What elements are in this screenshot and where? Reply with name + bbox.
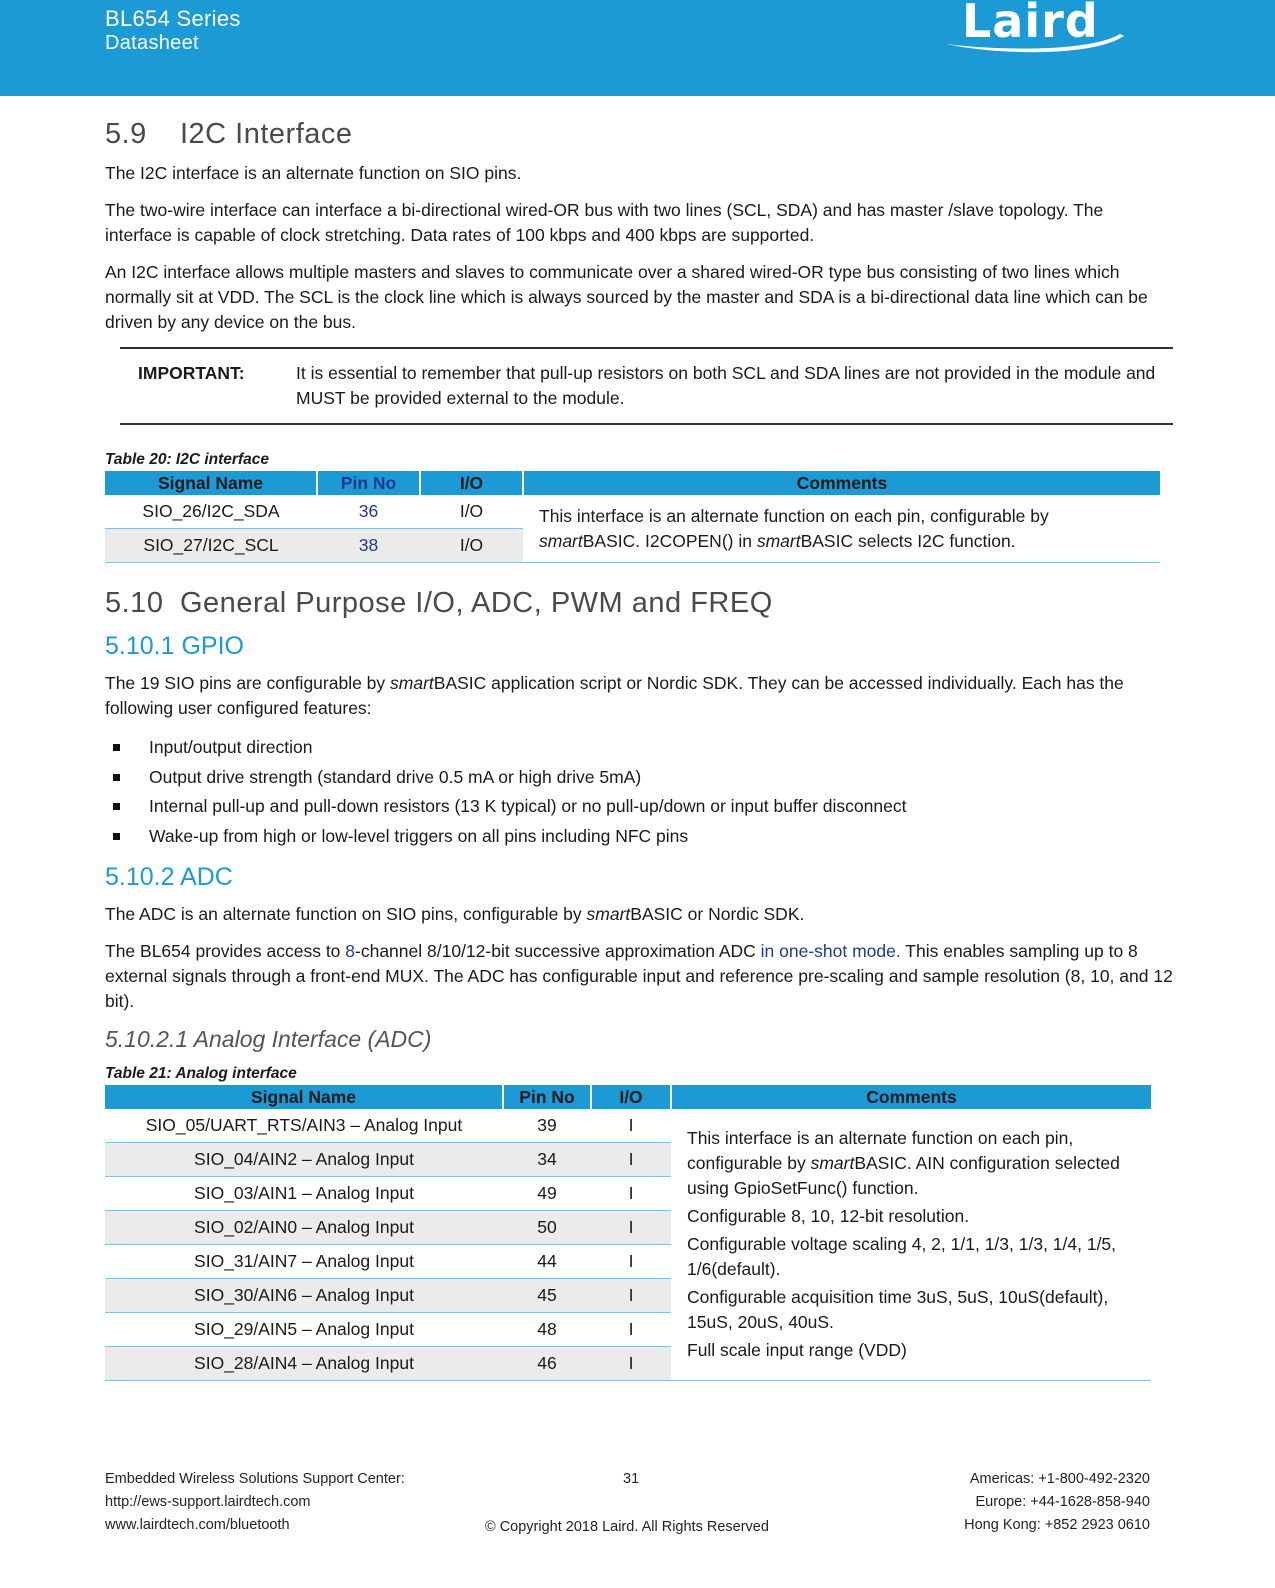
section-number: 5.10 (105, 587, 164, 619)
i2c-table (105, 471, 1160, 563)
page-number: 31 (623, 1471, 640, 1487)
comment-italic: smart (756, 530, 801, 551)
list-item: Output drive strength (standard drive 0.5 mA or high drive 5mA) (113, 763, 1173, 793)
logo-swoosh-icon (944, 0, 1144, 60)
table-row (105, 495, 1160, 529)
footer-left (105, 1468, 405, 1537)
pin-no: 36 (317, 495, 420, 529)
table-row (105, 1109, 1151, 1143)
signal-name: SIO_30/AIN6 – Analog Input (105, 1279, 503, 1313)
comment-line: Full scale input range (VDD) (687, 1340, 907, 1360)
col-comments: Comments (671, 1085, 1151, 1109)
io: I/O (420, 495, 523, 529)
adc-channel-count: 8 (345, 941, 356, 961)
section-5-10-heading (105, 587, 1173, 620)
pin-no: 50 (503, 1211, 591, 1245)
phone-americas: Americas: +1-800-492-2320 (969, 1471, 1150, 1487)
io: I (591, 1347, 671, 1381)
table-21-caption: Table 21: Analog interface (105, 1065, 297, 1082)
comment-italic: smart (810, 1153, 855, 1173)
io: I/O (420, 529, 523, 563)
comment-text: This interface is an alternate function on each pin, configurable by (539, 505, 1049, 526)
comment-text: BASIC. I2COPEN() in (582, 530, 757, 551)
gpio-heading: 5.10.1 GPIO (105, 632, 244, 660)
pin-no: 39 (503, 1109, 591, 1143)
gpio-text: BASIC application script or Nordic SDK. They can be accessed individually. Each has the following user configured features: (105, 673, 1124, 718)
list-item: Internal pull-up and pull-down resistors (13 K typical) or no pull-up/down or input buffer disconnect (113, 792, 1173, 822)
pin-no: 49 (503, 1177, 591, 1211)
pin-no: 48 (503, 1313, 591, 1347)
pin-no: 45 (503, 1279, 591, 1313)
signal-name: SIO_02/AIN0 – Analog Input (105, 1211, 503, 1245)
section-title: I2C Interface (180, 118, 353, 150)
section-title: General Purpose I/O, ADC, PWM and FREQ (180, 587, 773, 619)
pin-no: 34 (503, 1143, 591, 1177)
gpio-text: The 19 SIO pins are configurable by (105, 673, 391, 693)
page-content (105, 100, 1173, 1381)
pin-no: 38 (317, 529, 420, 563)
comment-line: Configurable 8, 10, 12-bit resolution. (687, 1206, 970, 1226)
section-number: 5.9 (105, 118, 147, 150)
col-io: I/O (591, 1085, 671, 1109)
gpio-feature-list (113, 733, 1173, 851)
signal-name: SIO_31/AIN7 – Analog Input (105, 1245, 503, 1279)
adc-heading: 5.10.2 ADC (105, 863, 233, 891)
io: I (591, 1313, 671, 1347)
signal-name: SIO_26/I2C_SDA (105, 495, 317, 529)
important-label: IMPORTANT: (138, 363, 245, 383)
section-5-9-heading (105, 118, 1173, 151)
i2c-paragraph-3: An I2C interface allows multiple masters and slaves to communicate over a shared wired-OR type bus consisting of two lines which normally sit at VDD. The SCL is the clock line which is always sourced by the master and SDA is a bi-directional data line which can be driven by any device on the bus. (105, 262, 1148, 332)
phone-hong-kong: Hong Kong: +852 2923 0610 (964, 1517, 1150, 1533)
adc-paragraph-1 (105, 902, 1173, 927)
adc-text: BASIC or Nordic SDK. (630, 904, 805, 924)
header-band (0, 0, 1275, 96)
adc-text: The BL654 provides access to (105, 941, 346, 961)
col-io: I/O (420, 471, 523, 495)
signal-name: SIO_27/I2C_SCL (105, 529, 317, 563)
gpio-italic: smart (390, 673, 434, 693)
adc-italic: smart (586, 904, 631, 924)
logo-text: Laird (962, 0, 1099, 48)
analog-interface-heading: 5.10.2.1 Analog Interface (ADC) (105, 1026, 432, 1052)
col-signal-name: Signal Name (105, 1085, 503, 1109)
comment-line (687, 1126, 1135, 1201)
col-signal-name: Signal Name (105, 471, 317, 495)
comment-line: Configurable voltage scaling 4, 2, 1/1, 1/3, 1/3, 1/4, 1/5, 1/6(default). (687, 1234, 1117, 1279)
analog-comment (671, 1109, 1151, 1381)
table-header-row (105, 1085, 1151, 1109)
signal-name: SIO_04/AIN2 – Analog Input (105, 1143, 503, 1177)
table-header-row (105, 471, 1160, 495)
signal-name: SIO_29/AIN5 – Analog Input (105, 1313, 503, 1347)
comment-text: This interface is an alternate function on each pin, configurable by (687, 1128, 1074, 1173)
io: I (591, 1245, 671, 1279)
adc-paragraph-2 (105, 939, 1173, 1014)
support-url[interactable]: http://ews-support.lairdtech.com (105, 1494, 311, 1510)
adc-text: -channel 8/10/12-bit successive approximation ADC (355, 941, 761, 961)
io: I (591, 1143, 671, 1177)
pin-no: 46 (503, 1347, 591, 1381)
comment-italic: smart (539, 530, 583, 551)
laird-logo (944, 0, 1144, 60)
gpio-paragraph (105, 671, 1173, 721)
i2c-paragraph-2: The two-wire interface can interface a bi-directional wired-OR bus with two lines (SCL, SDA) and has master /slave topology. The interface is capable of clock stretching. Data rates of 100 kbps and 400 kbps are supported. (105, 200, 1104, 245)
io: I (591, 1109, 671, 1143)
comment-text: BASIC. AIN configuration selected using GpioSetFunc() function. (687, 1153, 1120, 1198)
important-text: It is essential to remember that pull-up resistors on both SCL and SDA lines are not provided in the module and MUST be provided external to the module. (296, 363, 1156, 408)
i2c-paragraph-1: The I2C interface is an alternate function on SIO pins. (105, 163, 522, 183)
copyright: © Copyright 2018 Laird. All Rights Reserved (485, 1519, 769, 1535)
support-center-label: Embedded Wireless Solutions Support Center: (105, 1471, 405, 1487)
table-20-caption: Table 20: I2C interface (105, 451, 269, 468)
signal-name: SIO_05/UART_RTS/AIN3 – Analog Input (105, 1109, 503, 1143)
series-title: BL654 Series (105, 6, 241, 31)
analog-table (105, 1085, 1151, 1381)
footer-right (964, 1468, 1150, 1537)
io: I (591, 1211, 671, 1245)
bluetooth-url[interactable]: www.lairdtech.com/bluetooth (105, 1517, 290, 1533)
comment-line: Configurable acquisition time 3uS, 5uS, 10uS(default), 15uS, 20uS, 40uS. (687, 1287, 1109, 1332)
comment-text: BASIC selects I2C function. (800, 530, 1016, 551)
signal-name: SIO_03/AIN1 – Analog Input (105, 1177, 503, 1211)
signal-name: SIO_28/AIN4 – Analog Input (105, 1347, 503, 1381)
i2c-comment (523, 495, 1160, 563)
list-item: Wake-up from high or low-level triggers on all pins including NFC pins (113, 822, 1173, 852)
list-item: Input/output direction (113, 733, 1173, 763)
doc-type: Datasheet (105, 32, 199, 54)
adc-mode-text: in one-shot mode. (760, 941, 901, 961)
col-pin-no: Pin No (503, 1085, 591, 1109)
important-note (120, 347, 1173, 425)
adc-text: The ADC is an alternate function on SIO pins, configurable by (105, 904, 587, 924)
col-pin-no: Pin No (317, 471, 420, 495)
phone-europe: Europe: +44-1628-858-940 (975, 1494, 1150, 1510)
io: I (591, 1177, 671, 1211)
io: I (591, 1279, 671, 1313)
pin-no: 44 (503, 1245, 591, 1279)
col-comments: Comments (523, 471, 1160, 495)
adc-text: This enables sampling up to 8 external signals through a front-end MUX. The ADC has configurable input and reference pre-scaling and sample resolution (8, 10, and 12 bit). (105, 941, 1173, 1011)
